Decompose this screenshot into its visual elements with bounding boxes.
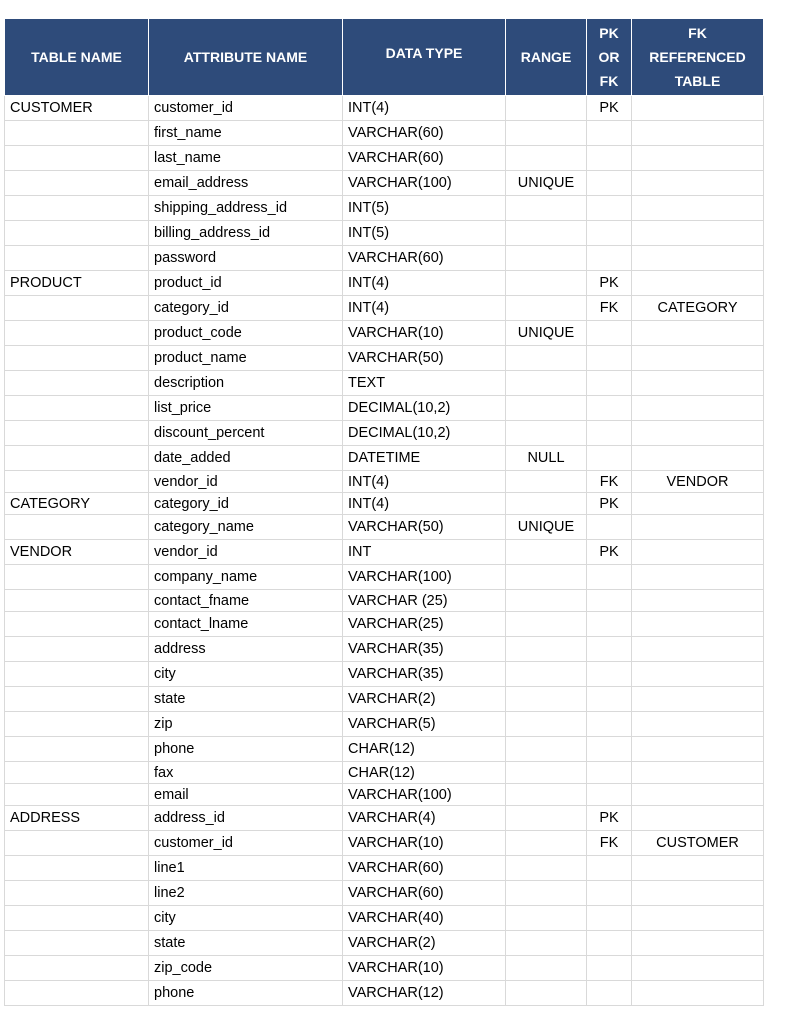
data-type-cell: INT(5): [343, 221, 506, 246]
table-row: [5, 565, 764, 590]
fk-referenced-table-cell: CUSTOMER: [632, 831, 764, 856]
table-name-cell: [5, 881, 149, 906]
table-row: [5, 515, 764, 540]
header-fk-referenced-table: [632, 19, 764, 96]
range-cell: [506, 421, 587, 446]
data-type-cell: VARCHAR(35): [343, 662, 506, 687]
table-row: [5, 421, 764, 446]
table-row: [5, 737, 764, 762]
key-type-cell: [587, 762, 632, 784]
key-type-cell: [587, 196, 632, 221]
key-type-cell: [587, 712, 632, 737]
key-type-cell: [587, 565, 632, 590]
range-cell: [506, 96, 587, 121]
data-type-cell: VARCHAR(10): [343, 956, 506, 981]
attribute-name-cell: email_address: [149, 171, 343, 196]
data-type-cell: DECIMAL(10,2): [343, 396, 506, 421]
data-type-cell: INT(4): [343, 493, 506, 515]
header-line: OR: [598, 49, 620, 65]
table-body: [5, 96, 764, 1006]
key-type-cell: [587, 931, 632, 956]
table-row: [5, 471, 764, 493]
attribute-name-cell: company_name: [149, 565, 343, 590]
range-cell: [506, 246, 587, 271]
header-attribute-name: [149, 19, 343, 96]
data-type-cell: VARCHAR(50): [343, 515, 506, 540]
attribute-name-cell: phone: [149, 737, 343, 762]
fk-referenced-table-cell: [632, 221, 764, 246]
range-cell: [506, 637, 587, 662]
table-name-cell: [5, 196, 149, 221]
fk-referenced-table-cell: [632, 515, 764, 540]
fk-referenced-table-cell: [632, 121, 764, 146]
table-name-cell: PRODUCT: [5, 271, 149, 296]
table-header: [5, 19, 764, 96]
fk-referenced-table-cell: [632, 271, 764, 296]
attribute-name-cell: contact_fname: [149, 590, 343, 612]
key-type-cell: [587, 515, 632, 540]
key-type-cell: FK: [587, 831, 632, 856]
attribute-name-cell: discount_percent: [149, 421, 343, 446]
range-cell: [506, 762, 587, 784]
table-row: [5, 981, 764, 1006]
attribute-name-cell: product_code: [149, 321, 343, 346]
data-type-cell: VARCHAR(60): [343, 246, 506, 271]
range-cell: [506, 565, 587, 590]
range-cell: [506, 856, 587, 881]
table-row: [5, 321, 764, 346]
attribute-name-cell: vendor_id: [149, 471, 343, 493]
table-row: [5, 371, 764, 396]
table-name-cell: [5, 687, 149, 712]
key-type-cell: [587, 637, 632, 662]
range-cell: [506, 931, 587, 956]
attribute-name-cell: shipping_address_id: [149, 196, 343, 221]
attribute-name-cell: address_id: [149, 806, 343, 831]
data-type-cell: VARCHAR(100): [343, 784, 506, 806]
range-cell: [506, 831, 587, 856]
key-type-cell: [587, 737, 632, 762]
table-row: [5, 687, 764, 712]
table-row: [5, 221, 764, 246]
table-row: [5, 956, 764, 981]
range-cell: [506, 146, 587, 171]
attribute-name-cell: customer_id: [149, 831, 343, 856]
fk-referenced-table-cell: [632, 762, 764, 784]
range-cell: [506, 590, 587, 612]
data-type-cell: VARCHAR(60): [343, 881, 506, 906]
range-cell: UNIQUE: [506, 515, 587, 540]
table-name-cell: [5, 637, 149, 662]
table-row: [5, 96, 764, 121]
header-line: TABLE NAME: [31, 49, 122, 65]
table-row: [5, 590, 764, 612]
range-cell: [506, 612, 587, 637]
table-row: [5, 881, 764, 906]
attribute-name-cell: last_name: [149, 146, 343, 171]
table-name-cell: [5, 590, 149, 612]
attribute-name-cell: customer_id: [149, 96, 343, 121]
fk-referenced-table-cell: [632, 196, 764, 221]
table-name-cell: [5, 956, 149, 981]
data-type-cell: VARCHAR(60): [343, 146, 506, 171]
key-type-cell: [587, 906, 632, 931]
fk-referenced-table-cell: [632, 881, 764, 906]
table-name-cell: [5, 831, 149, 856]
table-row: [5, 271, 764, 296]
header-line: ATTRIBUTE NAME: [183, 49, 308, 65]
fk-referenced-table-cell: [632, 346, 764, 371]
table-name-cell: [5, 446, 149, 471]
range-cell: [506, 221, 587, 246]
table-row: [5, 637, 764, 662]
key-type-cell: [587, 221, 632, 246]
range-cell: [506, 346, 587, 371]
table-row: [5, 662, 764, 687]
data-type-cell: DECIMAL(10,2): [343, 421, 506, 446]
attribute-name-cell: zip: [149, 712, 343, 737]
attribute-name-cell: product_id: [149, 271, 343, 296]
table-name-cell: CATEGORY: [5, 493, 149, 515]
attribute-name-cell: contact_lname: [149, 612, 343, 637]
key-type-cell: [587, 956, 632, 981]
attribute-name-cell: email: [149, 784, 343, 806]
key-type-cell: [587, 446, 632, 471]
table-name-cell: [5, 246, 149, 271]
data-type-cell: VARCHAR(2): [343, 931, 506, 956]
table-row: [5, 931, 764, 956]
data-type-cell: INT(4): [343, 271, 506, 296]
key-type-cell: [587, 171, 632, 196]
attribute-name-cell: address: [149, 637, 343, 662]
fk-referenced-table-cell: [632, 493, 764, 515]
table-row: [5, 246, 764, 271]
data-type-cell: VARCHAR(10): [343, 321, 506, 346]
table-row: [5, 396, 764, 421]
range-cell: [506, 784, 587, 806]
fk-referenced-table-cell: [632, 565, 764, 590]
data-type-cell: VARCHAR(2): [343, 687, 506, 712]
range-cell: [506, 712, 587, 737]
header-row: [5, 19, 764, 96]
key-type-cell: [587, 856, 632, 881]
fk-referenced-table-cell: [632, 931, 764, 956]
key-type-cell: [587, 321, 632, 346]
key-type-cell: FK: [587, 471, 632, 493]
key-type-cell: [587, 121, 632, 146]
attribute-name-cell: line1: [149, 856, 343, 881]
data-type-cell: VARCHAR(25): [343, 612, 506, 637]
key-type-cell: [587, 784, 632, 806]
key-type-cell: FK: [587, 296, 632, 321]
attribute-name-cell: category_id: [149, 296, 343, 321]
header-line: FK: [599, 73, 619, 89]
header-pk-or-fk: [587, 19, 632, 96]
attribute-name-cell: description: [149, 371, 343, 396]
data-type-cell: CHAR(12): [343, 737, 506, 762]
table-name-cell: CUSTOMER: [5, 96, 149, 121]
data-type-cell: VARCHAR(4): [343, 806, 506, 831]
table-row: [5, 540, 764, 565]
table-row: [5, 121, 764, 146]
fk-referenced-table-cell: [632, 396, 764, 421]
table-row: [5, 446, 764, 471]
data-type-cell: INT(4): [343, 96, 506, 121]
data-type-cell: INT(4): [343, 471, 506, 493]
table-name-cell: [5, 784, 149, 806]
key-type-cell: [587, 246, 632, 271]
attribute-name-cell: category_id: [149, 493, 343, 515]
table-row: [5, 196, 764, 221]
range-cell: NULL: [506, 446, 587, 471]
data-type-cell: VARCHAR(60): [343, 856, 506, 881]
table-row: [5, 146, 764, 171]
data-type-cell: VARCHAR(100): [343, 565, 506, 590]
key-type-cell: [587, 146, 632, 171]
header-data-type: [343, 19, 506, 96]
range-cell: [506, 956, 587, 981]
table-row: [5, 856, 764, 881]
data-type-cell: INT(5): [343, 196, 506, 221]
key-type-cell: [587, 881, 632, 906]
table-name-cell: [5, 762, 149, 784]
attribute-name-cell: state: [149, 687, 343, 712]
range-cell: [506, 296, 587, 321]
key-type-cell: [587, 590, 632, 612]
range-cell: [506, 662, 587, 687]
table-name-cell: [5, 221, 149, 246]
range-cell: [506, 371, 587, 396]
attribute-name-cell: category_name: [149, 515, 343, 540]
table-name-cell: [5, 565, 149, 590]
fk-referenced-table-cell: [632, 371, 764, 396]
data-type-cell: INT(4): [343, 296, 506, 321]
data-type-cell: INT: [343, 540, 506, 565]
attribute-name-cell: first_name: [149, 121, 343, 146]
table-row: [5, 762, 764, 784]
range-cell: UNIQUE: [506, 321, 587, 346]
fk-referenced-table-cell: [632, 446, 764, 471]
range-cell: [506, 687, 587, 712]
table-name-cell: [5, 981, 149, 1006]
key-type-cell: [587, 346, 632, 371]
header-range: [506, 19, 587, 96]
data-type-cell: DATETIME: [343, 446, 506, 471]
key-type-cell: PK: [587, 96, 632, 121]
data-type-cell: VARCHAR(50): [343, 346, 506, 371]
table-row: [5, 906, 764, 931]
fk-referenced-table-cell: [632, 421, 764, 446]
fk-referenced-table-cell: CATEGORY: [632, 296, 764, 321]
header-line: TABLE: [674, 73, 721, 89]
range-cell: [506, 121, 587, 146]
fk-referenced-table-cell: [632, 96, 764, 121]
header-line: RANGE: [520, 49, 572, 65]
key-type-cell: PK: [587, 806, 632, 831]
fk-referenced-table-cell: [632, 590, 764, 612]
attribute-name-cell: line2: [149, 881, 343, 906]
table-name-cell: [5, 171, 149, 196]
header-line: FK: [688, 25, 707, 41]
attribute-name-cell: list_price: [149, 396, 343, 421]
table-row: [5, 296, 764, 321]
range-cell: [506, 540, 587, 565]
fk-referenced-table-cell: [632, 662, 764, 687]
attribute-name-cell: password: [149, 246, 343, 271]
fk-referenced-table-cell: [632, 540, 764, 565]
fk-referenced-table-cell: [632, 906, 764, 931]
fk-referenced-table-cell: [632, 171, 764, 196]
table-name-cell: [5, 296, 149, 321]
table-name-cell: ADDRESS: [5, 806, 149, 831]
key-type-cell: PK: [587, 271, 632, 296]
table-name-cell: [5, 371, 149, 396]
attribute-name-cell: date_added: [149, 446, 343, 471]
data-type-cell: VARCHAR(40): [343, 906, 506, 931]
key-type-cell: PK: [587, 540, 632, 565]
fk-referenced-table-cell: [632, 612, 764, 637]
table-row: [5, 806, 764, 831]
table-row: [5, 712, 764, 737]
fk-referenced-table-cell: [632, 321, 764, 346]
fk-referenced-table-cell: VENDOR: [632, 471, 764, 493]
table-name-cell: [5, 471, 149, 493]
table-row: [5, 831, 764, 856]
fk-referenced-table-cell: [632, 687, 764, 712]
data-type-cell: VARCHAR(10): [343, 831, 506, 856]
table-name-cell: [5, 146, 149, 171]
attribute-name-cell: city: [149, 662, 343, 687]
table-name-cell: [5, 931, 149, 956]
header-line: REFERENCED: [649, 49, 746, 65]
attribute-name-cell: vendor_id: [149, 540, 343, 565]
data-type-cell: VARCHAR(60): [343, 121, 506, 146]
table-name-cell: [5, 396, 149, 421]
range-cell: UNIQUE: [506, 171, 587, 196]
table-row: [5, 171, 764, 196]
key-type-cell: PK: [587, 493, 632, 515]
table-name-cell: [5, 906, 149, 931]
table-name-cell: [5, 856, 149, 881]
range-cell: [506, 493, 587, 515]
key-type-cell: [587, 687, 632, 712]
range-cell: [506, 881, 587, 906]
data-type-cell: TEXT: [343, 371, 506, 396]
table-name-cell: [5, 515, 149, 540]
table-name-cell: [5, 121, 149, 146]
table-row: [5, 612, 764, 637]
table-name-cell: [5, 612, 149, 637]
range-cell: [506, 396, 587, 421]
fk-referenced-table-cell: [632, 737, 764, 762]
data-type-cell: VARCHAR(5): [343, 712, 506, 737]
fk-referenced-table-cell: [632, 856, 764, 881]
table-row: [5, 493, 764, 515]
fk-referenced-table-cell: [632, 806, 764, 831]
fk-referenced-table-cell: [632, 784, 764, 806]
range-cell: [506, 196, 587, 221]
data-type-cell: VARCHAR (25): [343, 590, 506, 612]
range-cell: [506, 806, 587, 831]
fk-referenced-table-cell: [632, 981, 764, 1006]
attribute-name-cell: city: [149, 906, 343, 931]
table-name-cell: [5, 321, 149, 346]
range-cell: [506, 981, 587, 1006]
key-type-cell: [587, 612, 632, 637]
data-type-cell: VARCHAR(12): [343, 981, 506, 1006]
attribute-name-cell: phone: [149, 981, 343, 1006]
attribute-name-cell: zip_code: [149, 956, 343, 981]
range-cell: [506, 737, 587, 762]
data-type-cell: VARCHAR(100): [343, 171, 506, 196]
table-name-cell: [5, 737, 149, 762]
fk-referenced-table-cell: [632, 246, 764, 271]
fk-referenced-table-cell: [632, 956, 764, 981]
fk-referenced-table-cell: [632, 146, 764, 171]
header-line: DATA TYPE: [385, 45, 463, 61]
key-type-cell: [587, 662, 632, 687]
range-cell: [506, 271, 587, 296]
table-name-cell: VENDOR: [5, 540, 149, 565]
attribute-name-cell: state: [149, 931, 343, 956]
key-type-cell: [587, 981, 632, 1006]
fk-referenced-table-cell: [632, 712, 764, 737]
table-name-cell: [5, 346, 149, 371]
key-type-cell: [587, 396, 632, 421]
header-table-name: [5, 19, 149, 96]
data-type-cell: VARCHAR(35): [343, 637, 506, 662]
range-cell: [506, 471, 587, 493]
table-row: [5, 346, 764, 371]
schema-table: [4, 18, 764, 1006]
key-type-cell: [587, 421, 632, 446]
attribute-name-cell: product_name: [149, 346, 343, 371]
attribute-name-cell: fax: [149, 762, 343, 784]
table-row: [5, 784, 764, 806]
attribute-name-cell: billing_address_id: [149, 221, 343, 246]
range-cell: [506, 906, 587, 931]
header-line: PK: [599, 25, 619, 41]
data-type-cell: CHAR(12): [343, 762, 506, 784]
fk-referenced-table-cell: [632, 637, 764, 662]
key-type-cell: [587, 371, 632, 396]
table-name-cell: [5, 712, 149, 737]
table-name-cell: [5, 662, 149, 687]
table-name-cell: [5, 421, 149, 446]
